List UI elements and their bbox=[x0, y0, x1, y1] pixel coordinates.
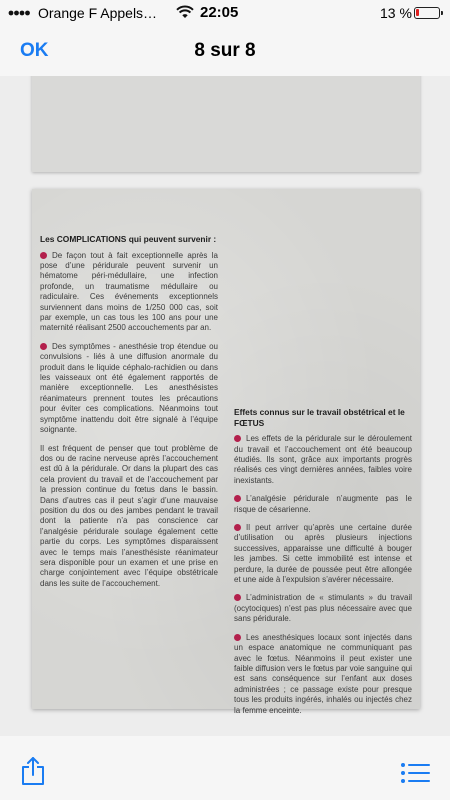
right-column bbox=[234, 407, 412, 724]
battery-percentage: 13 % bbox=[380, 5, 412, 21]
clock: 22:05 bbox=[200, 4, 239, 21]
paragraph: Les anesthésiques locaux sont injectés dans un espace anatomique ne communiquant pas avec le fœtus. Néanmoins il peut exister une faible diffusion vers le fœtus par voie sanguine qui est sans conséquence sur l’enfant aux doses administrées ; ce passage existe pour presque tous les produits ingérés, inhalés ou injectés chez la femme enceinte. bbox=[234, 632, 412, 715]
wifi-icon bbox=[176, 5, 194, 19]
effects-heading: Effets connus sur le travail obstétrical et le FŒTUS bbox=[234, 407, 405, 428]
complications-heading: Les COMPLICATIONS qui peuvent survenir : bbox=[40, 234, 217, 244]
previous-page[interactable] bbox=[32, 76, 420, 172]
list-icon[interactable] bbox=[400, 762, 430, 784]
paragraph: L’analgésie péridurale n’augmente pas le risque de césarienne. bbox=[234, 494, 412, 514]
carrier-name: Orange F Appels… bbox=[38, 5, 158, 21]
bullet-icon bbox=[234, 594, 241, 601]
paragraph: Les effets de la péridurale sur le déroulement du travail et l’accouchement ont été beaucoup étudiés. Ils sont, grâce aux importants progrès réalisés ces vingt dernières années, faibles voire inexistants. bbox=[234, 434, 412, 485]
document-viewer[interactable] bbox=[0, 76, 450, 736]
bullet-icon bbox=[234, 634, 241, 641]
paragraph: Des symptômes - anesthésie trop étendue ou convulsions - liés à une diffusion anormale du produit dans le liquide céphalo-rachidien ou dans les vaisseaux ont été également rapportés de manière exceptionnelle. Les anesthésistes réanimateurs prennent toutes les précautions pour éviter ces complications. Néanmoins tout symptôme inattendu doit être signalé à l’équipe soignante. bbox=[40, 341, 218, 435]
bullet-icon bbox=[40, 252, 47, 259]
status-bar bbox=[0, 0, 450, 28]
done-button[interactable]: OK bbox=[20, 40, 49, 61]
signal-icon bbox=[8, 8, 34, 18]
bullet-icon bbox=[234, 435, 241, 442]
bullet-icon bbox=[234, 524, 241, 531]
paragraph: Il peut arriver qu’après une certaine durée d’utilisation ou après plusieurs injections successives, apparaisse une difficulté à bouger les jambes. Si cette immobilité est intense et perdure, la durée de poussée peut être allongée et une aide à l’expulsion s’avérer nécessaire. bbox=[234, 523, 412, 585]
paragraph: L’administration de « stimulants » du travail (ocytociques) n’est pas plus nécessaire avec que sans péridurale. bbox=[234, 593, 412, 624]
page-indicator-title: 8 sur 8 bbox=[194, 40, 256, 61]
navigation-bar bbox=[0, 28, 450, 76]
battery-icon bbox=[414, 7, 440, 19]
left-column bbox=[40, 234, 218, 597]
share-icon[interactable] bbox=[20, 756, 46, 786]
paragraph: De façon tout à fait exceptionnelle après la pose d’une péridurale peuvent survenir un hématome péri-médullaire, une infection profonde, un traumatisme médullaire ou radiculaire. Ces événements exceptionnels surviennent dans moins de 1/250 000 cas, soit par exemple, un cas tous les 100 ans pour une maternité réalisant 2500 accouchements par an. bbox=[40, 250, 218, 333]
bottom-toolbar bbox=[0, 736, 450, 800]
document-page bbox=[32, 189, 420, 715]
bullet-icon bbox=[234, 495, 241, 502]
bullet-icon bbox=[40, 343, 47, 350]
paragraph: Il est fréquent de penser que tout problème de dos ou de racine nerveuse après l’accouchement est dû à la péridurale. Or dans la plupart des cas cela provient du travail et de l’accouchement par la pression continue du fœtus dans le bassin. Dans d’autres cas il peut s’agir d’une mauvaise position du dos ou des jambes pendant le travail dont la patiente n’a pas conscience car l’analgésie péridurale soulage également cette partie du corps. Les symptômes disparaissent avec le temps mais l’anesthésiste réanimateur sera disponible pour un examen et une prise en charge conjointement avec l’équipe obstétricale dans les suite de l’accouchement. bbox=[40, 443, 218, 588]
